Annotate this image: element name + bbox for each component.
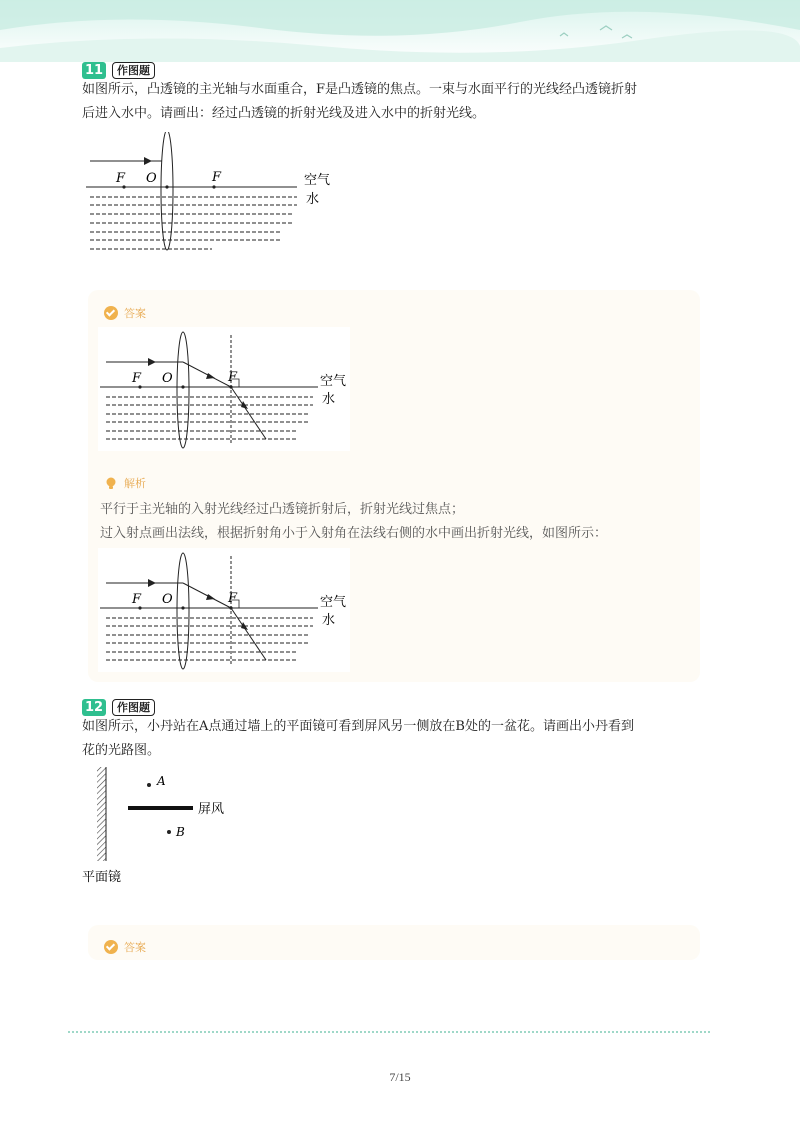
air-label: 空气	[304, 173, 331, 188]
question-text-line: 如图所示，凸透镜的主光轴与水面重合，F是凸透镜的焦点。一束与水面平行的光线经凸透镜折射	[82, 82, 638, 97]
question-11-header	[82, 62, 155, 79]
header-decoration	[0, 0, 800, 62]
screen-label: 屏风	[198, 802, 225, 817]
check-icon	[104, 940, 118, 954]
analysis-label: 解析	[124, 477, 146, 490]
question-12-text	[82, 715, 712, 763]
focal-label-right: F	[212, 170, 222, 185]
air-label: 空气	[320, 595, 347, 610]
question-12-header	[82, 699, 155, 716]
focal-label-left: F	[132, 371, 142, 386]
question-type-badge: 作图题	[112, 699, 155, 716]
answer-figure	[98, 327, 350, 451]
lightbulb-icon	[104, 476, 118, 490]
focal-label-right: F	[228, 370, 238, 385]
analysis-figure	[98, 548, 350, 672]
question-number: 12	[82, 699, 106, 716]
mirror-label: 平面镜	[82, 870, 122, 885]
water-label: 水	[322, 613, 336, 628]
focal-label-left: F	[132, 592, 142, 607]
optical-center-label: O	[146, 171, 157, 186]
question-text-line: 如图所示，小丹站在A点通过墙上的平面镜可看到屏风另一侧放在B处的一盆花。请画出小丹看到	[82, 719, 634, 734]
analysis-label-row	[104, 475, 146, 491]
answer-label: 答案	[124, 307, 146, 320]
page-number: 7/15	[389, 1070, 411, 1084]
question-type-badge: 作图题	[112, 62, 155, 79]
analysis-text	[100, 498, 690, 546]
water-label: 水	[322, 392, 336, 407]
question-12-figure	[80, 765, 250, 887]
water-label: 水	[306, 192, 320, 207]
answer-label: 答案	[124, 941, 146, 954]
question-11-text	[82, 78, 712, 126]
answer-box-12	[88, 925, 700, 960]
focal-label-right: F	[228, 591, 238, 606]
question-text-line: 花的光路图。	[82, 743, 161, 758]
analysis-line: 平行于主光轴的入射光线经过凸透镜折射后，折射光线过焦点；	[100, 502, 465, 517]
air-label: 空气	[320, 374, 347, 389]
focal-label-left: F	[116, 171, 126, 186]
optical-center-label: O	[162, 592, 173, 607]
point-b-label: B	[176, 825, 185, 839]
question-text-line: 后进入水中。请画出：经过凸透镜的折射光线及进入水中的折射光线。	[82, 106, 486, 121]
answer-label-row	[104, 305, 146, 321]
question-11-figure	[82, 132, 342, 256]
check-icon	[104, 306, 118, 320]
footer-divider	[68, 1031, 710, 1033]
analysis-line: 过入射点画出法线，根据折射角小于入射角在法线右侧的水中画出折射光线，如图所示：	[100, 526, 608, 541]
optical-center-label: O	[162, 371, 173, 386]
point-a-label: A	[157, 774, 166, 788]
answer-label-row	[104, 939, 146, 955]
question-number: 11	[82, 62, 106, 79]
